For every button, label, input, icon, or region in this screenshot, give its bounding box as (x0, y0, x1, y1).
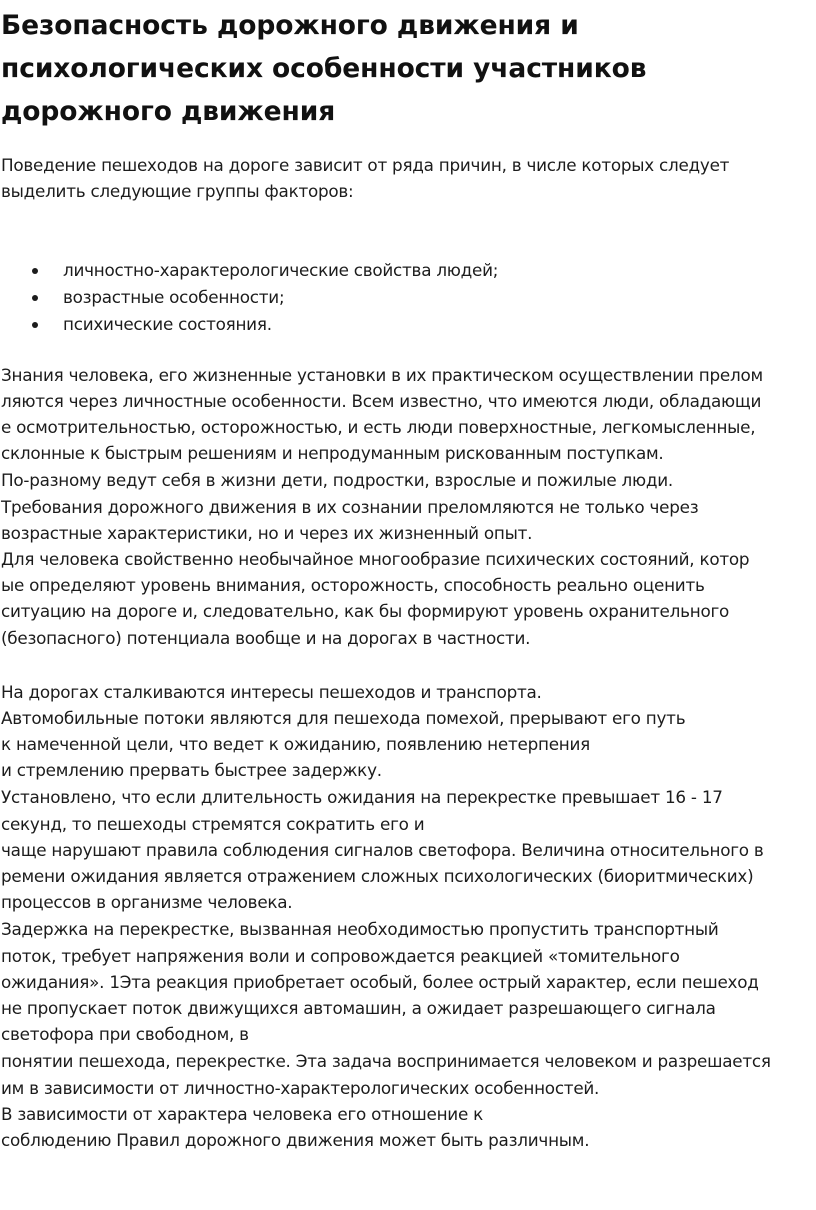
text-line: е осмотрительностью, осторожностью, и есть люди поверхностные, легкомысленные, (1, 417, 756, 437)
text-line: На дорогах сталкиваются интересы пешеходов и транспорта. (1, 682, 542, 702)
text-line: ремени ожидания является отражением сложных психологических (биоритмических) (1, 866, 754, 886)
text-line: секунд, то пешеходы стремятся сократить его и (1, 814, 425, 834)
text-line: Требования дорожного движения в их сознании преломляются не только через (1, 497, 699, 517)
text-line: чаще нарушают правила соблюдения сигналов светофора. Величина относительного в (1, 840, 764, 860)
text-line: Поведение пешеходов на дороге зависит от ряда причин, в числе которых следует (1, 155, 730, 175)
list-item-text: личностно-характерологические свойства людей; (63, 260, 499, 280)
title-line: психологических особенности участников (1, 53, 647, 84)
text-line: и стремлению прервать быстрее задержку. (1, 760, 382, 780)
text-line: к намеченной цели, что ведет к ожиданию, появлению нетерпения (1, 734, 590, 754)
text-line: ляются через личностные особенности. Всем известно, что имеются люди, обладающи (1, 391, 762, 411)
text-line: выделить следующие группы факторов: (1, 181, 354, 201)
title-line: дорожного движения (1, 96, 336, 127)
text-line: В зависимости от характера человека его отношение к (1, 1104, 484, 1124)
text-line: Автомобильные потоки являются для пешехода помехой, прерывают его путь (1, 708, 686, 728)
text-line: процессов в организме человека. (1, 892, 293, 912)
title-line: Безопасность дорожного движения и (1, 10, 579, 41)
text-line: не пропускает поток движущихся автомашин, а ожидает разрешающего сигнала (1, 998, 716, 1018)
text-line: поток, требует напряжения воли и сопровождается реакцией «томительного (1, 946, 680, 966)
text-line: Для человека свойственно необычайное многообразие психических состояний, котор (1, 549, 750, 569)
text-line: Установлено, что если длительность ожидания на перекрестке превышает 16 - 17 (1, 787, 723, 807)
bullet-icon (32, 295, 38, 301)
list-item-text: возрастные особенности; (63, 287, 285, 307)
text-line: (безопасного) потенциала вообще и на дорогах в частности. (1, 628, 531, 648)
page-title (1, 4, 791, 133)
text-line: Знания человека, его жизненные установки в их практическом осуществлении прелом (1, 365, 763, 385)
bullet-icon (32, 322, 38, 328)
bullet-icon (32, 268, 38, 274)
text-line: им в зависимости от личностно-характерологических особенностей. (1, 1078, 600, 1098)
text-line: светофора при свободном, в (1, 1024, 249, 1044)
list-item-text: психические состояния. (63, 314, 272, 334)
text-line: понятии пешехода, перекрестке. Эта задача воспринимается человеком и разрешается (1, 1051, 771, 1071)
text-line: По-разному ведут себя в жизни дети, подростки, взрослые и пожилые люди. (1, 470, 673, 490)
text-line: ситуацию на дороге и, следовательно, как бы формируют уровень охранительного (1, 601, 730, 621)
text-line: ожидания». 1Эта реакция приобретает особый, более острый характер, если пешеход (1, 972, 759, 992)
text-line: ые определяют уровень внимания, осторожность, способность реально оценить (1, 575, 705, 595)
text-line: соблюдению Правил дорожного движения может быть различным. (1, 1130, 590, 1150)
text-line: склонные к быстрым решениям и непродуманным рискованным поступкам. (1, 443, 664, 463)
text-line: Задержка на перекрестке, вызванная необходимостью пропустить транспортный (1, 919, 719, 939)
text-line: возрастные характеристики, но и через их жизненный опыт. (1, 523, 533, 543)
